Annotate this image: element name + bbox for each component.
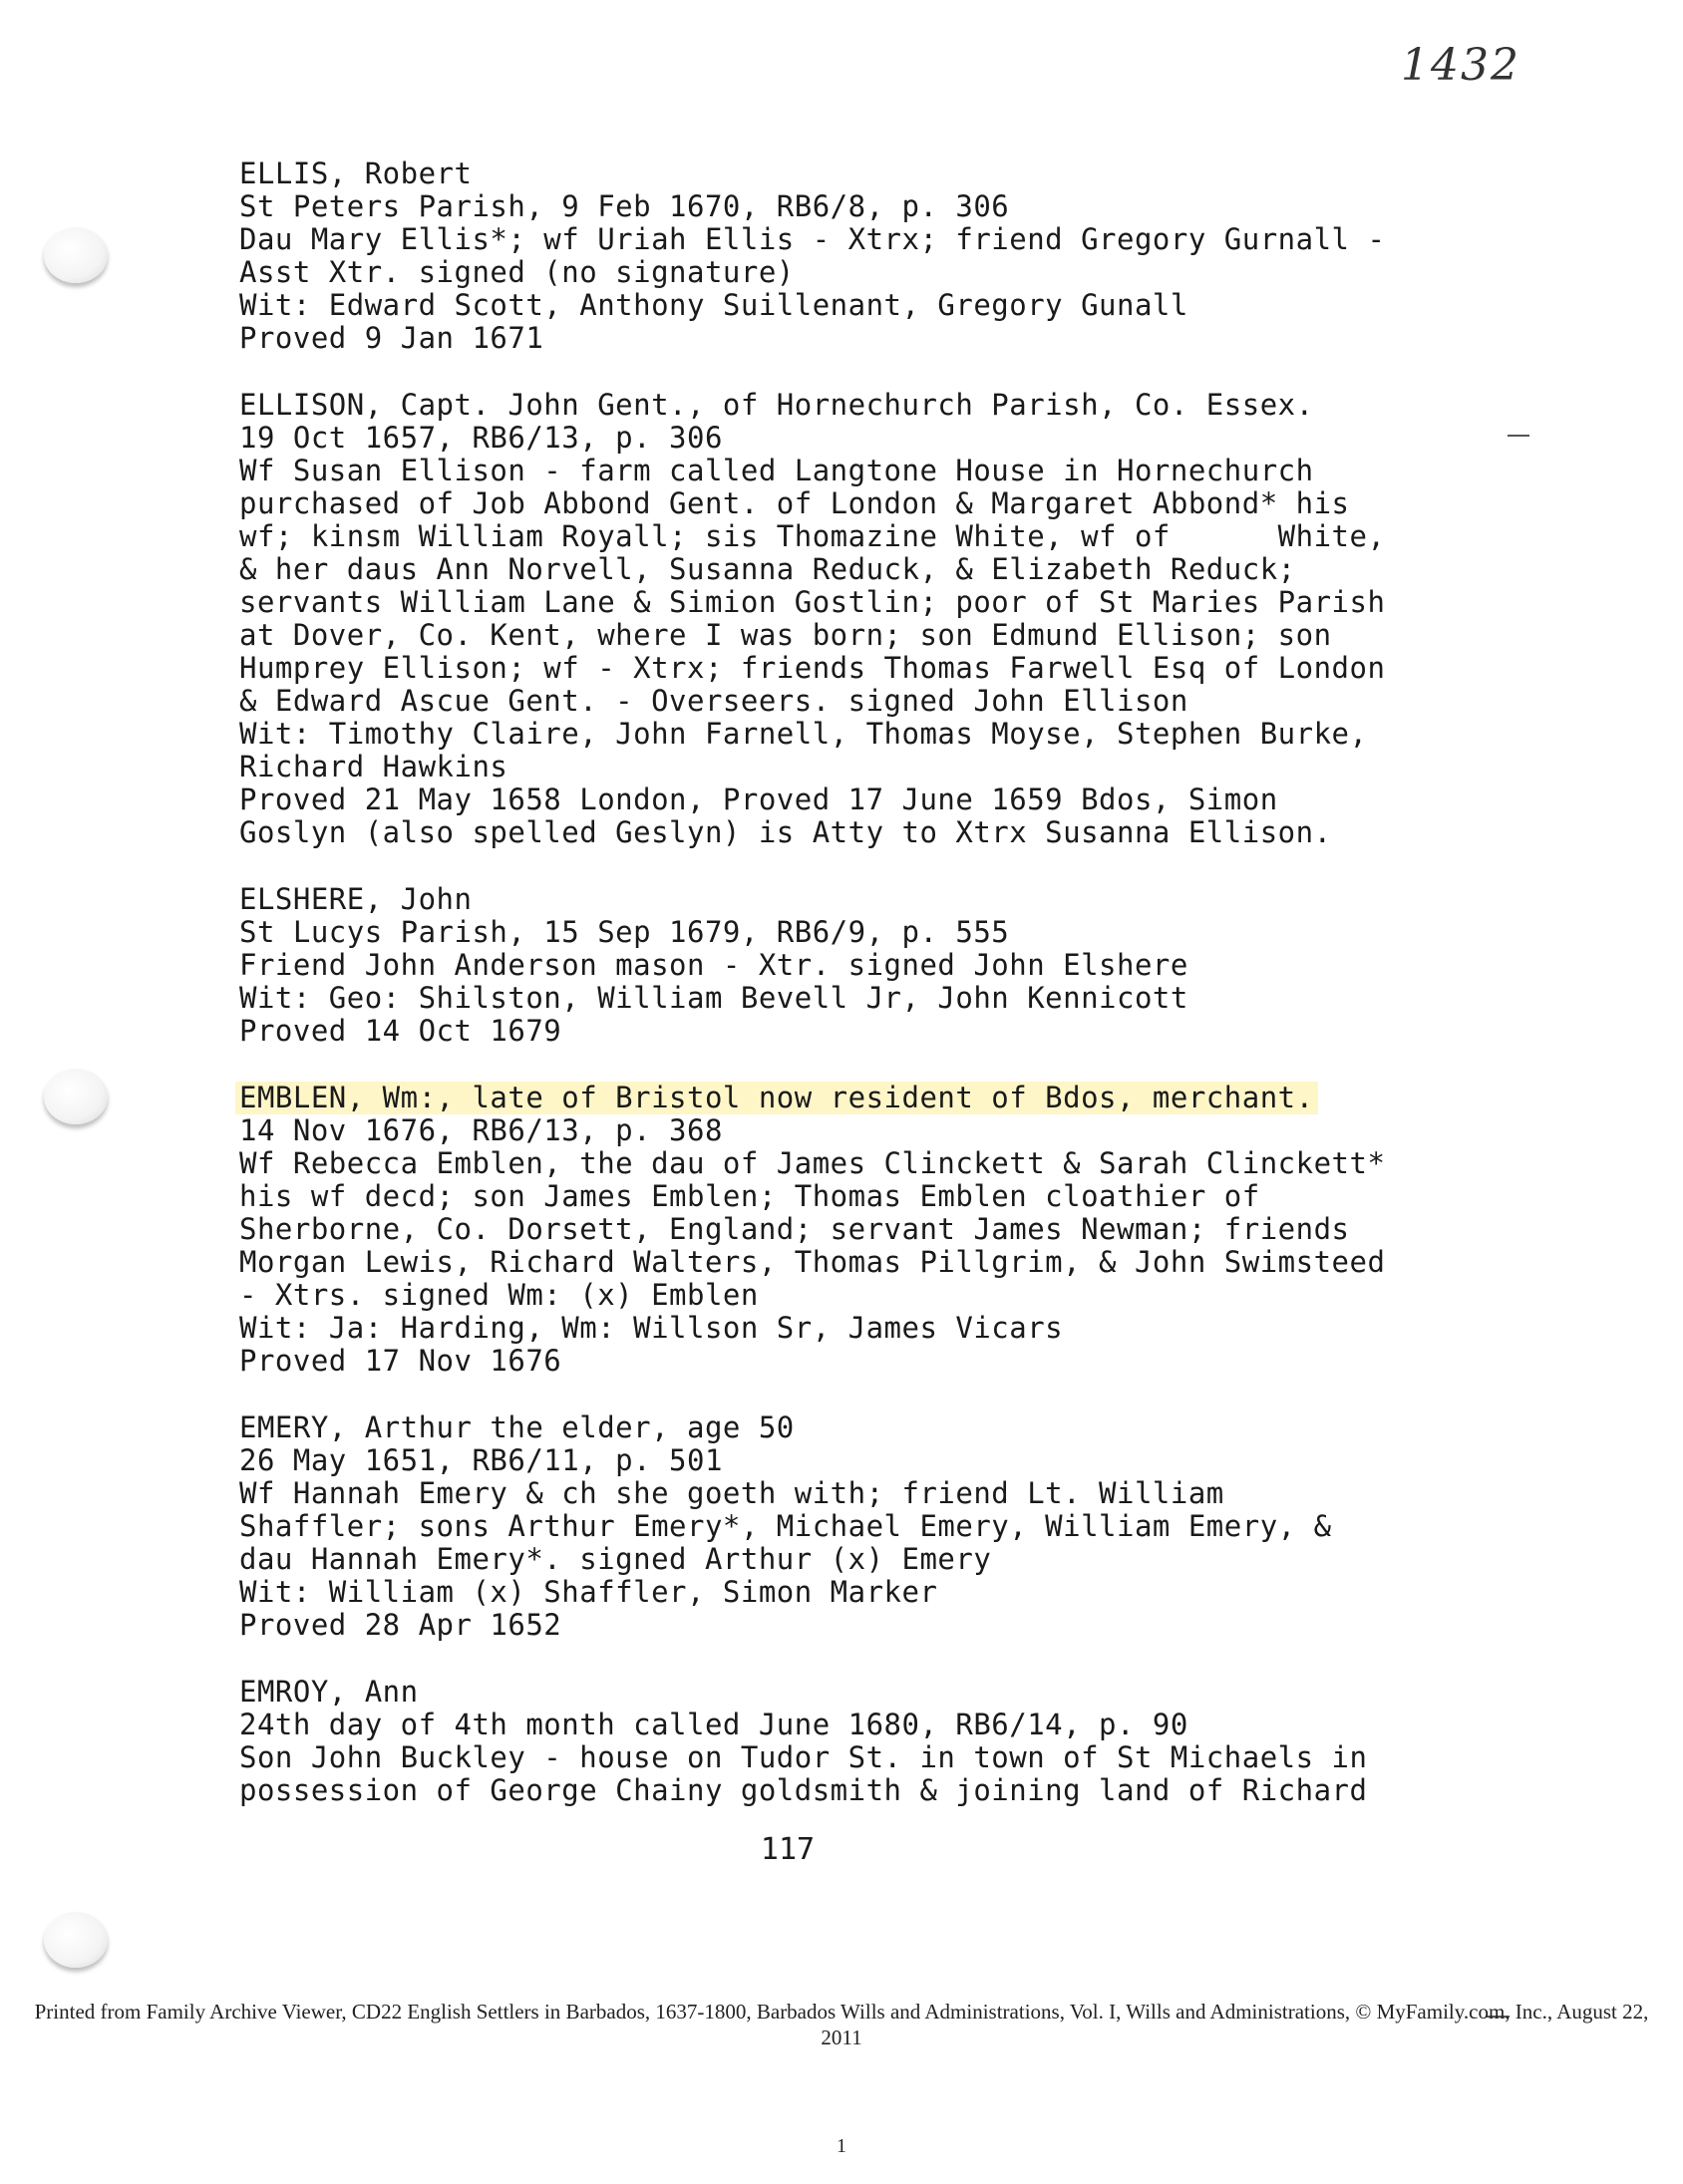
entry-elshere-john bbox=[239, 883, 1396, 1048]
entry-line: Wit: Edward Scott, Anthony Suillenant, Gregory Gunall bbox=[239, 288, 1188, 322]
handwritten-page-number: 1432 bbox=[1401, 40, 1520, 91]
entry-emery-arthur bbox=[239, 1411, 1396, 1642]
entry-line: dau Hannah Emery*. signed Arthur (x) Emery bbox=[239, 1542, 992, 1576]
entry-line: Wit: Timothy Claire, John Farnell, Thomas Moyse, Stephen Burke, bbox=[239, 717, 1368, 751]
entry-line: & her daus Ann Norvell, Susanna Reduck, & Elizabeth Reduck; bbox=[239, 552, 1296, 586]
highlighted-heading: EMBLEN, Wm:, late of Bristol now resident of Bdos, merchant. bbox=[235, 1082, 1318, 1114]
entry-line: St Peters Parish, 9 Feb 1670, RB6/8, p. 306 bbox=[239, 189, 1010, 223]
page-number: 117 bbox=[760, 1832, 816, 1867]
entry-line: & Edward Ascue Gent. - Overseers. signed John Ellison bbox=[239, 684, 1188, 718]
entry-line: ELLIS, Robert bbox=[239, 156, 473, 190]
entry-line: Richard Hawkins bbox=[239, 750, 508, 783]
entry-line: Morgan Lewis, Richard Walters, Thomas Pillgrim, & John Swimsteed bbox=[239, 1245, 1386, 1279]
entry-line: Wit: Ja: Harding, Wm: Willson Sr, James Vicars bbox=[239, 1311, 1064, 1345]
sheet-number: 1 bbox=[837, 2135, 846, 2157]
entry-line: EMERY, Arthur the elder, age 50 bbox=[239, 1410, 795, 1444]
entry-ellison-john bbox=[239, 389, 1396, 849]
entry-line: purchased of Job Abbond Gent. of London & Margaret Abbond* his bbox=[239, 486, 1350, 520]
entry-line: Wf Hannah Emery & ch she goeth with; friend Lt. William bbox=[239, 1476, 1224, 1510]
entry-line: possession of George Chainy goldsmith & joining land of Richard bbox=[239, 1773, 1368, 1807]
entry-line: Proved 14 Oct 1679 bbox=[239, 1014, 562, 1048]
punch-hole-top bbox=[44, 227, 108, 283]
entry-line: Wf Rebecca Emblen, the dau of James Clinckett & Sarah Clinckett* bbox=[239, 1146, 1386, 1180]
entry-line: - Xtrs. signed Wm: (x) Emblen bbox=[239, 1278, 759, 1312]
entry-emblen-wm bbox=[239, 1082, 1396, 1378]
entry-line: Wit: William (x) Shaffler, Simon Marker bbox=[239, 1575, 938, 1609]
entry-line bbox=[239, 1082, 1396, 1114]
entry-line: servants William Lane & Simion Gostlin; poor of St Maries Parish bbox=[239, 585, 1386, 619]
entry-line: Asst Xtr. signed (no signature) bbox=[239, 255, 795, 289]
entry-line: Proved 21 May 1658 London, Proved 17 June 1659 Bdos, Simon bbox=[239, 782, 1278, 816]
entry-line: EMROY, Ann bbox=[239, 1675, 419, 1709]
entry-line: Proved 28 Apr 1652 bbox=[239, 1608, 562, 1642]
entry-emroy-ann bbox=[239, 1676, 1396, 1807]
entry-line: wf; kinsm William Royall; sis Thomazine White, wf of White, bbox=[239, 519, 1386, 553]
entry-line: Proved 9 Jan 1671 bbox=[239, 321, 544, 355]
entry-line: Sherborne, Co. Dorsett, England; servant James Newman; friends bbox=[239, 1212, 1350, 1246]
entry-line: Wf Susan Ellison - farm called Langtone House in Hornechurch bbox=[239, 454, 1314, 487]
punch-hole-bottom bbox=[44, 1912, 108, 1968]
entry-line: ELSHERE, John bbox=[239, 882, 473, 916]
entry-line: 24th day of 4th month called June 1680, RB6/14, p. 90 bbox=[239, 1708, 1188, 1741]
margin-mark bbox=[1508, 435, 1529, 437]
entry-line: St Lucys Parish, 15 Sep 1679, RB6/9, p. 555 bbox=[239, 915, 1010, 949]
entry-line: Goslyn (also spelled Geslyn) is Atty to Xtrx Susanna Ellison. bbox=[239, 815, 1332, 849]
entry-line: Shaffler; sons Arthur Emery*, Michael Emery, William Emery, & bbox=[239, 1509, 1332, 1543]
document-body bbox=[239, 157, 1396, 1841]
entry-line: Dau Mary Ellis*; wf Uriah Ellis - Xtrx; friend Gregory Gurnall - bbox=[239, 222, 1386, 256]
entry-line: Proved 17 Nov 1676 bbox=[239, 1344, 562, 1378]
entry-ellis-robert bbox=[239, 157, 1396, 355]
entry-line: Son John Buckley - house on Tudor St. in town of St Michaels in bbox=[239, 1740, 1368, 1774]
entry-line: Friend John Anderson mason - Xtr. signed John Elshere bbox=[239, 948, 1188, 982]
entry-line: 19 Oct 1657, RB6/13, p. 306 bbox=[239, 421, 723, 455]
entry-line: Humprey Ellison; wf - Xtrx; friends Thomas Farwell Esq of London bbox=[239, 651, 1386, 685]
entry-line: at Dover, Co. Kent, where I was born; son Edmund Ellison; son bbox=[239, 618, 1332, 652]
print-attribution: Printed from Family Archive Viewer, CD22 English Settlers in Barbados, 1637-1800, Barbados Wills and Administrations, Vol. I, Wills and Administrations, © MyFamily.com, Inc., August 22, 2011 bbox=[34, 2000, 1649, 2049]
entry-line: 14 Nov 1676, RB6/13, p. 368 bbox=[239, 1113, 723, 1147]
entry-line: his wf decd; son James Emblen; Thomas Emblen cloathier of bbox=[239, 1179, 1260, 1213]
entry-line: 26 May 1651, RB6/11, p. 501 bbox=[239, 1443, 723, 1477]
punch-hole-middle bbox=[44, 1069, 108, 1124]
entry-line: ELLISON, Capt. John Gent., of Hornechurch Parish, Co. Essex. bbox=[239, 388, 1314, 422]
entry-line: Wit: Geo: Shilston, William Bevell Jr, John Kennicott bbox=[239, 981, 1188, 1015]
